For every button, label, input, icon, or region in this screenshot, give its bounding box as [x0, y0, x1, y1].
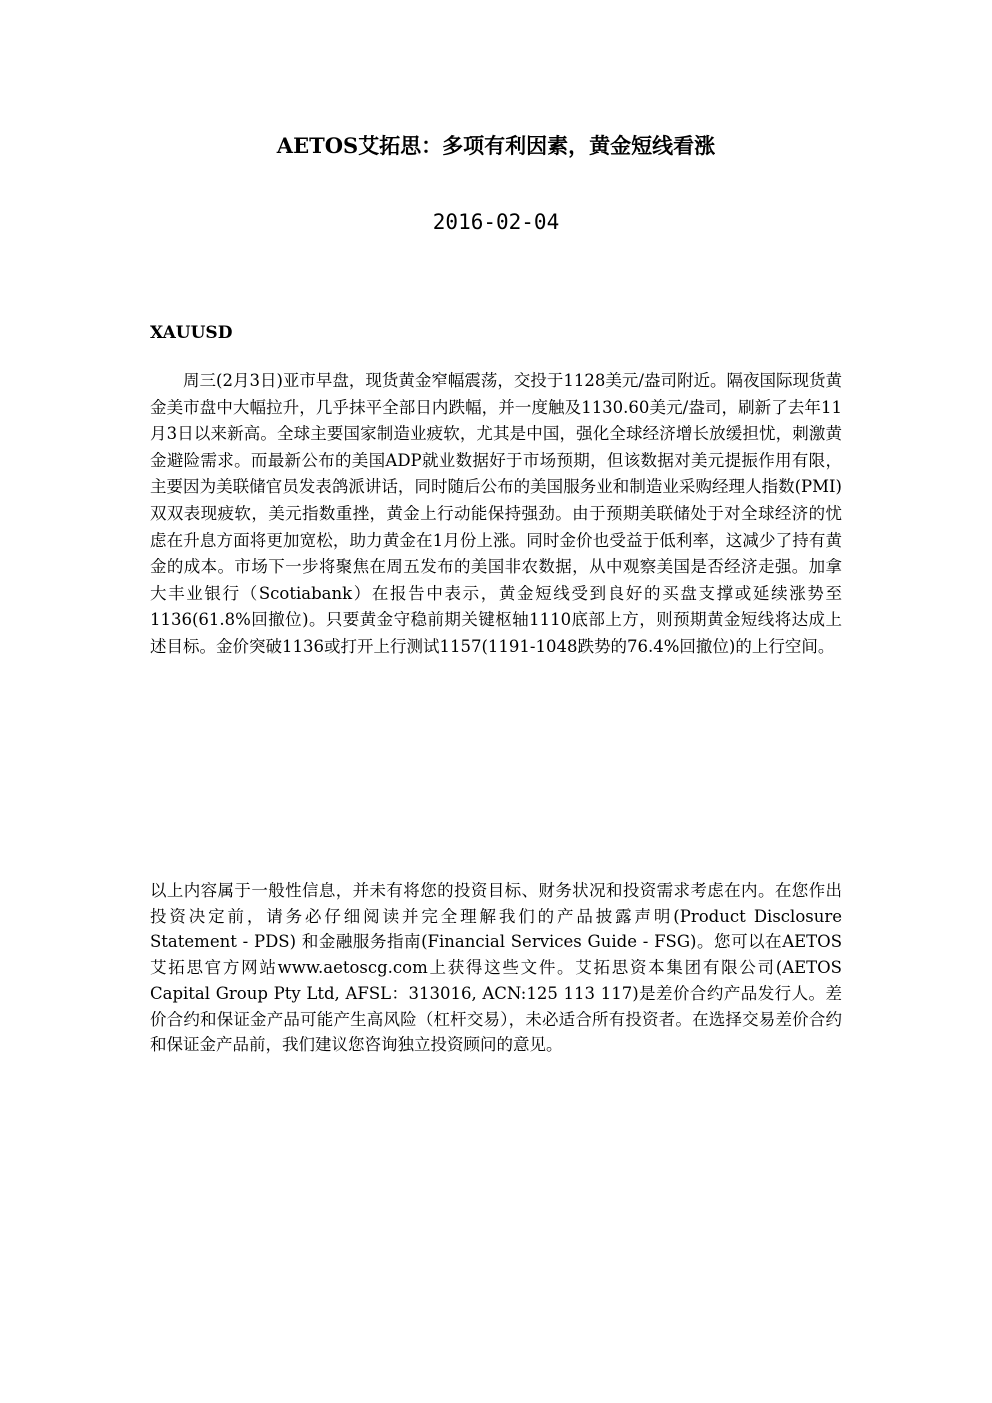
instrument-symbol: XAUUSD: [150, 323, 233, 343]
document-title: AETOS艾拓思：多项有利因素，黄金短线看涨: [276, 133, 716, 158]
document-date: 2016-02-04: [432, 210, 560, 234]
analysis-paragraph: 周三(2月3日)亚市早盘，现货黄金窄幅震荡，交投于1128美元/盎司附近。隔夜国际现货黄金美市盘中大幅拉升，几乎抹平全部日内跌幅，并一度触及1130.60美元/盎司，刷新了去年11月3日以来新高。全球主要国家制造业疲软，尤其是中国，强化全球经济增长放缓担忧，刺激黄金避险需求。而最新公布的美国ADP就业数据好于市场预期，但该数据对美元提振作用有限，主要因为美联储官员发表鸽派讲话，同时随后公布的美国服务业和制造业采购经理人指数(PMI)双双表现疲软，美元指数重挫，黄金上行动能保持强劲。由于预期美联储处于对全球经济的忧虑在升息方面将更加宽松，助力黄金在1月份上涨。同时金价也受益于低利率，这减少了持有黄金的成本。市场下一步将聚焦在周五发布的美国非农数据，从中观察美国是否经济走强。加拿大丰业银行（Scotiabank）在报告中表示，黄金短线受到良好的买盘支撑或延续涨势至1136(61.8%回撤位)。只要黄金守稳前期关键枢轴1110底部上方，则预期黄金短线将达成上述目标。金价突破1136或打开上行测试1157(1191-1048跌势的76.4%回撤位)的上行空间。: [150, 371, 842, 656]
disclaimer-paragraph: 以上内容属于一般性信息，并未有将您的投资目标、财务状况和投资需求考虑在内。在您作出投资决定前，请务必仔细阅读并完全理解我们的产品披露声明(Product Disclosure Statement - PDS) 和金融服务指南(Financial Services Guide - FSG)。您可以在AETOS艾拓思官方网站www.aetoscg.com上获得这些文件。艾拓思资本集团有限公司(AETOS Capital Group Pty Ltd, AFSL：313016, ACN:125 113 117)是差价合约产品发行人。差价合约和保证金产品可能产生高风险（杠杆交易），未必适合所有投资者。在选择交易差价合约和保证金产品前，我们建议您咨询独立投资顾问的意见。: [150, 881, 842, 1055]
